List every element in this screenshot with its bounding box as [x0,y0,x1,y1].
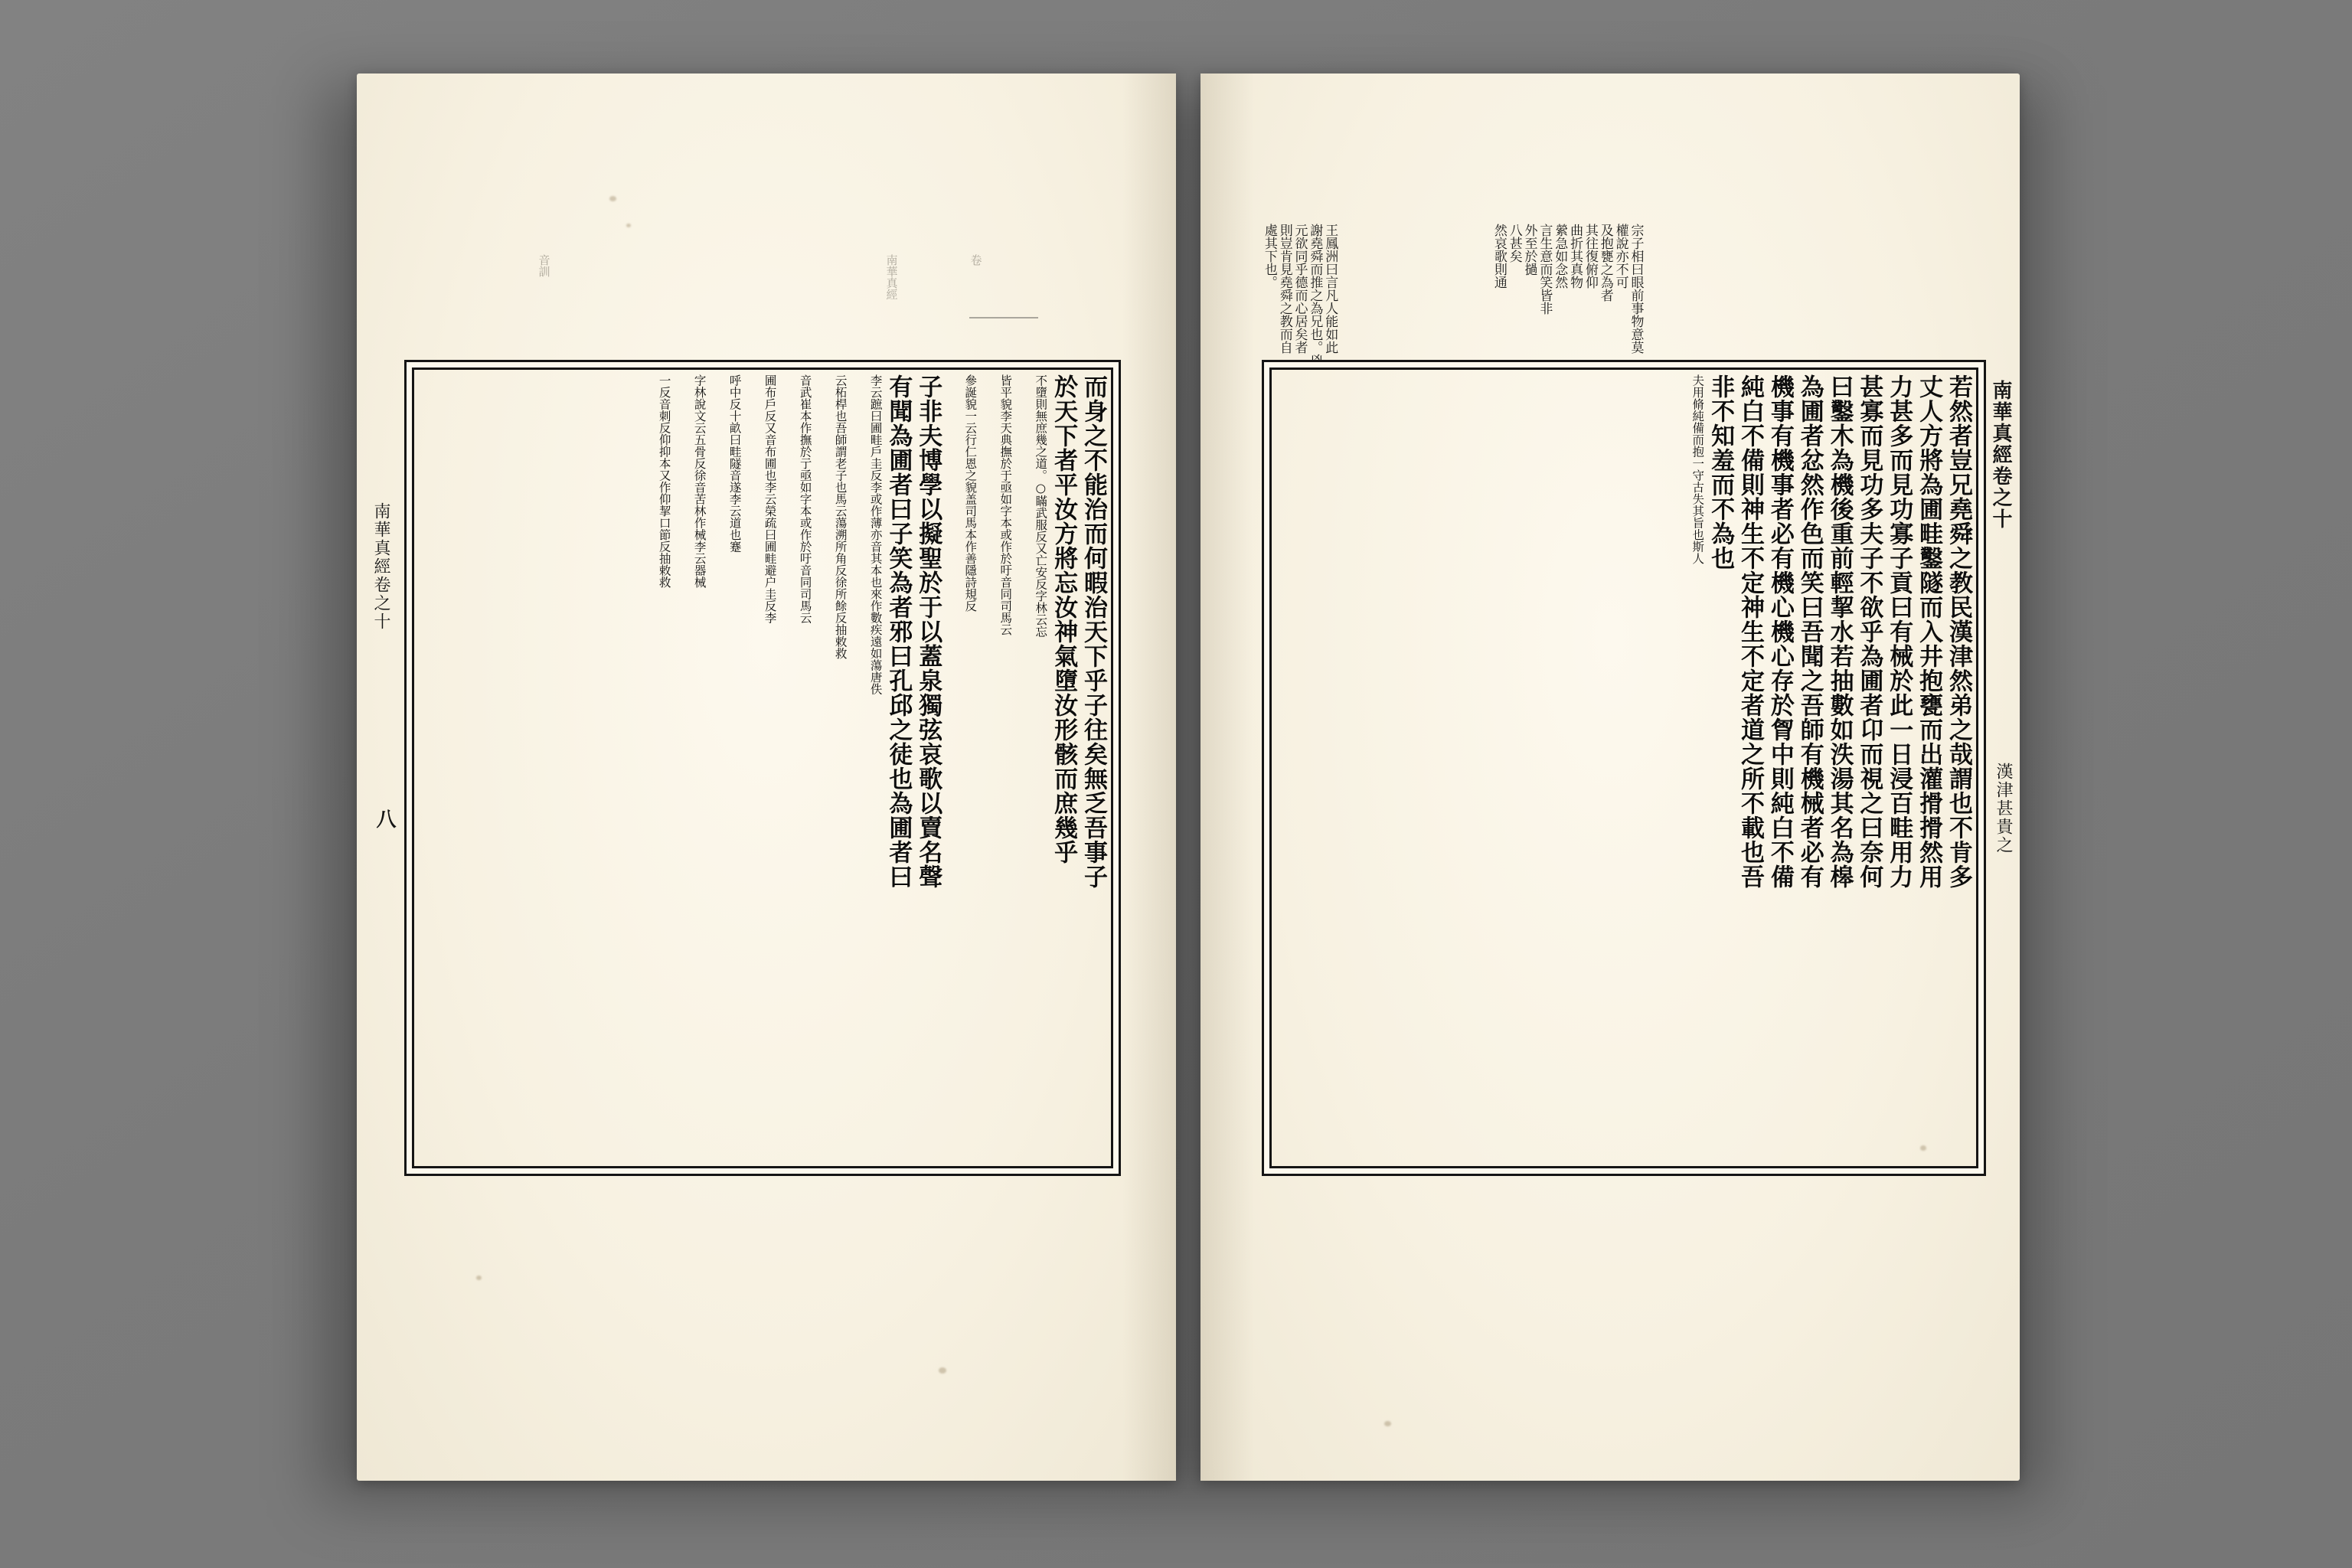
commentary-line: 李云蹠曰圃畦戶圭反李或作薄亦音其本也來作數疾遠如蕩唐佚 [868,374,883,695]
commentary-line: 一反音刺反仰抑本又作仰挈口節反抽敕救 [657,374,671,588]
text-column: 為圃者忿然作色而笑曰吾聞之吾師有機械者必有 [1795,374,1824,889]
text-column: 非不知羞而不為也 [1707,374,1735,570]
text-column: 若然者豈兄堯舜之教民漢津然弟之哉謂也不肯多 [1945,374,1972,889]
left-page-number: 八 [373,808,396,828]
margin-inscription: 南華真經 [884,254,899,300]
text-column: 甚寡而見功多夫子不欲乎為圃者卬而視之曰奈何 [1855,374,1883,889]
head-note-line: 王鳳洲曰言凡人能如此 [1322,224,1338,354]
commentary-column [1013,374,1048,1165]
text-column: 於天下者平汝方將忘汝神氣墮汝形骸而庶幾乎 [1050,374,1078,864]
commentary-column [813,374,848,1165]
commentary-column [978,374,1013,1165]
commentary-line: 云柘桿也吾師謂老子也馬云蕩溯所角反徐所餘反抽敕救 [833,374,848,659]
right-page [1200,74,2020,1481]
head-note-line: 其往復俯仰 [1582,224,1598,289]
open-book [357,74,2020,1481]
text-column: 而身之不能治而何暇治天下乎子往矣無乏吾事子 [1080,374,1107,889]
paper-foxing-spot [939,1367,946,1374]
commentary-column [778,374,813,1165]
head-note-line: 權說亦不可 [1612,224,1628,289]
head-note-line: 然哀歌則通 [1491,224,1507,289]
commentary-column [637,374,672,1165]
head-note-line: 宗子相曰眼前事物意莫 [1628,224,1644,354]
right-columns [1264,362,1984,1174]
head-note-group [1491,224,1642,354]
margin-inscription: 音訓 [537,254,551,277]
head-note-line: 外至於撾 [1521,224,1537,276]
text-column: 丈人方將為圃畦鑿隧而入井抱甕而出灌搰搰然用 [1915,374,1943,889]
paper-foxing-spot [476,1276,482,1280]
margin-inscription: 卷 [969,254,983,266]
text-column: 純白不備則神生不定神生不定者道之所不載也吾 [1736,374,1764,889]
head-note-line: 八甚矣 [1506,224,1522,263]
commentary-line: 字林說文云五骨反徐音苦林作械李云器械 [692,374,707,588]
commentary-line: 呼中反十畝曰畦隧音遂李云道也蹇 [727,374,742,553]
head-note-line: 曲折其真物 [1567,224,1583,289]
commentary-line: 音武崔本作撫於亍亟如字本或作於吁音同司馬云 [798,374,812,624]
commentary-column [707,374,743,1165]
left-text-block [404,360,1121,1176]
commentary-line: 夫用脩純備而抱一守古失其旨也斯人 [1690,374,1705,564]
paper-foxing-spot [626,224,631,227]
commentary-column [942,374,978,1165]
right-banxin-subtitle: 漢津甚貴之 [1994,763,2013,854]
left-columns [407,362,1119,1174]
head-note-line: 言生意而笑皆非 [1537,224,1553,315]
text-column: 有聞為圃者曰子笑為者邪曰孔邱之徒也為圃者曰 [884,374,913,889]
text-column: 曰鑿木為機後重前輕挈水若抽數如泆湯其名為槔 [1825,374,1854,889]
commentary-line: 圃布戶反又音布圃也李云榮疏曰圃畦避户圭反李 [763,374,777,624]
right-text-block [1262,360,1986,1176]
commentary-column [743,374,778,1165]
commentary-line: 參誕貌一云行仁恩之貌盖司馬本作善隱詩規反 [963,374,978,612]
margin-rule [969,317,1038,318]
left-banxin-title: 南華真經卷之十 [371,502,390,631]
head-note-line: 則豈肯見堯舜之教而自 [1276,224,1292,354]
commentary-column [672,374,707,1165]
commentary-column [848,374,884,1165]
head-note-line: 及抱甕之為者 [1597,224,1613,302]
head-note-line: 謝堯舜而推之為兄也。兇 [1307,224,1323,367]
paper-foxing-spot [1384,1421,1391,1426]
paper-foxing-spot [609,196,616,201]
text-column: 機事有機事者必有機心機心存於胷中則純白不備 [1766,374,1794,889]
commentary-column [1670,374,1705,1165]
left-page [357,74,1176,1481]
commentary-line: 不墮則無庶幾之道。○瞞武服反又亡安反字林云忘 [1034,374,1048,638]
head-note-line: 縈急如念然 [1552,224,1568,289]
head-note-line: 元欲同乎德而心居矣者 [1292,224,1308,354]
text-column: 子非夫博學以擬聖於于以蓋泉獨弦哀歌以賣名聲 [914,374,942,889]
head-note-line: 處其下也。 [1261,224,1277,289]
text-column: 力甚多而見功寡子貢曰有械於此一日浸百畦用力 [1885,374,1913,889]
commentary-line: 皆平貌李天典撫於于亟如字本或作於吁音同司馬云 [998,374,1013,635]
right-banxin-title: 南華真經卷之十 [1989,380,2012,530]
head-note-group [1261,224,1338,367]
